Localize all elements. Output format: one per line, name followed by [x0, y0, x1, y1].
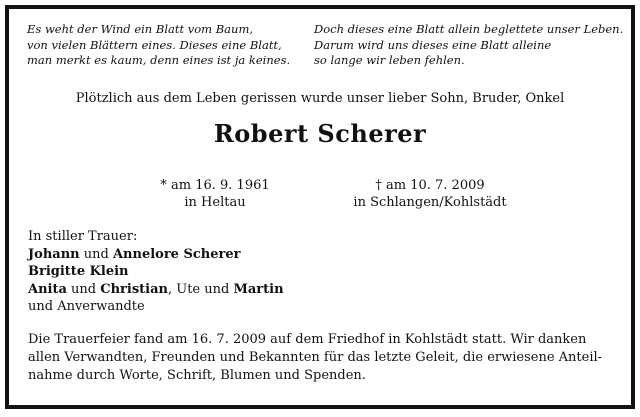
mourner-line: [28, 263, 284, 281]
mourner-name: Anita: [28, 281, 67, 297]
poem-right-line: Darum wird uns dieses eine Blatt alleine: [314, 37, 552, 52]
poem-left-line: Es weht der Wind ein Blatt vom Baum,: [27, 22, 254, 36]
mourner-name: Martin: [233, 281, 284, 297]
poem-right-line: Doch dieses eine Blatt allein beglettete unser Leben.: [314, 22, 624, 36]
intro-text: Plötzlich aus dem Leben gerissen wurde unser lieber Sohn, Bruder, Onkel: [75, 91, 565, 106]
birth-place: in Heltau: [184, 195, 246, 210]
birth-info: [140, 177, 290, 211]
mourner-name: Brigitte Klein: [28, 264, 129, 279]
mourner-conjunction: , Ute und: [167, 281, 234, 297]
death-place: in Schlangen/Kohlstädt: [353, 195, 507, 210]
mourners-closing: und Anverwandte: [28, 299, 145, 314]
death-info: [340, 177, 520, 211]
funeral-line: nahme durch Worte, Schrift, Blumen und Spenden.: [28, 368, 366, 383]
mourners-heading: In stiller Trauer:: [28, 229, 138, 244]
poem-right-line: so lange wir leben fehlen.: [314, 53, 465, 67]
poem-left: [27, 22, 290, 69]
poem-left-line: von vielen Blättern eines. Dieses eine Blatt,: [27, 37, 282, 52]
mourner-conjunction: und: [66, 281, 101, 297]
funeral-line: allen Verwandten, Freunden und Bekannten für das letzte Geleit, die erwiesene Anteil-: [28, 350, 603, 365]
birth-date: * am 16. 9. 1961: [160, 178, 270, 193]
mourners-list: [28, 228, 284, 316]
funeral-notice: [28, 331, 602, 385]
mourner-line: [28, 246, 284, 264]
deceased-name: Robert Scherer: [213, 119, 427, 148]
mourner-name: Annelore Scherer: [112, 246, 241, 262]
death-date: † am 10. 7. 2009: [375, 178, 485, 193]
mourner-name: Christian: [100, 281, 168, 297]
funeral-line: Die Trauerfeier fand am 16. 7. 2009 auf dem Friedhof in Kohlstädt statt. Wir danken: [28, 332, 587, 347]
poem-right: [314, 22, 623, 69]
mourner-name: Johann: [28, 246, 80, 262]
poem-left-line: man merkt es kaum, denn eines ist ja keines.: [27, 53, 291, 67]
mourner-conjunction: und: [79, 246, 113, 262]
mourner-line: [28, 281, 284, 299]
